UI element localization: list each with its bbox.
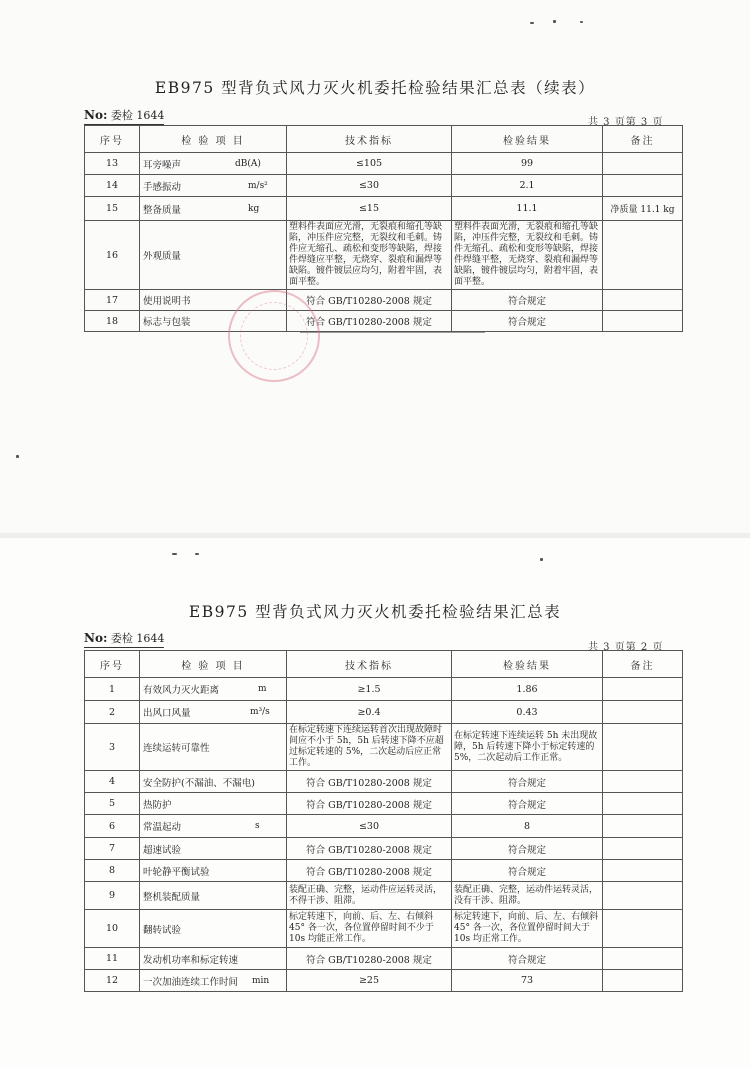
header-result: 检验结果 bbox=[452, 651, 603, 678]
table-row bbox=[85, 970, 683, 992]
row-no: 13 bbox=[85, 153, 140, 175]
row-result: 符合规定 bbox=[452, 838, 603, 860]
row-spec: ≤30 bbox=[287, 815, 452, 838]
page-info: 共 3 页第 2 页 bbox=[588, 642, 664, 653]
item-unit: kg bbox=[248, 203, 260, 214]
row-item bbox=[140, 153, 287, 175]
row-spec: 在标定转速下连续运转首次出现故障时间应不小于 5h，5h 后转速下降不应超过标定转速的 5%，二次起动后应正常工作。 bbox=[287, 724, 452, 771]
table-row bbox=[85, 771, 683, 793]
row-item bbox=[140, 724, 287, 771]
row-note bbox=[603, 701, 683, 724]
header-note: 备注 bbox=[603, 126, 683, 153]
row-no: 12 bbox=[85, 970, 140, 992]
row-no: 16 bbox=[85, 221, 140, 290]
row-note bbox=[603, 175, 683, 197]
row-spec: 标定转速下，向前、后、左、右倾斜 45° 各一次，各位置停留时间不少于 10s 均能正常工作。 bbox=[287, 910, 452, 948]
row-spec: ≤15 bbox=[287, 197, 452, 221]
header-item: 检 验 项 目 bbox=[140, 651, 287, 678]
scan-speck bbox=[540, 558, 543, 561]
row-no: 3 bbox=[85, 724, 140, 771]
row-item bbox=[140, 910, 287, 948]
item-label: 标志与包装 bbox=[143, 317, 191, 328]
row-spec: 符合 GB/T10280-2008 规定 bbox=[287, 838, 452, 860]
row-result: 符合规定 bbox=[452, 948, 603, 970]
row-spec: ≥25 bbox=[287, 970, 452, 992]
end-rule bbox=[300, 332, 485, 333]
header-spec: 技术指标 bbox=[287, 126, 452, 153]
item-label: 使用说明书 bbox=[143, 296, 191, 307]
row-result: 符合规定 bbox=[452, 771, 603, 793]
table-row bbox=[85, 838, 683, 860]
row-item bbox=[140, 970, 287, 992]
item-unit: m/s² bbox=[248, 180, 268, 191]
row-result: 0.43 bbox=[452, 701, 603, 724]
row-spec: 符合 GB/T10280-2008 规定 bbox=[287, 860, 452, 882]
row-note bbox=[603, 678, 683, 701]
item-label: 发动机功率和标定转速 bbox=[143, 954, 239, 966]
row-no: 15 bbox=[85, 197, 140, 221]
row-note bbox=[603, 948, 683, 970]
document-number-label: No: bbox=[84, 631, 108, 645]
row-no: 17 bbox=[85, 290, 140, 311]
row-note bbox=[603, 724, 683, 771]
item-label: 一次加油连续工作时间 bbox=[143, 976, 239, 988]
row-no: 10 bbox=[85, 910, 140, 948]
row-item bbox=[140, 815, 287, 838]
row-item bbox=[140, 948, 287, 970]
item-label: 整备质量 bbox=[143, 204, 182, 216]
header-spec: 技术指标 bbox=[287, 651, 452, 678]
document-number bbox=[84, 630, 164, 648]
table-row bbox=[85, 290, 683, 311]
header-result: 检验结果 bbox=[452, 126, 603, 153]
item-unit: s bbox=[255, 821, 260, 831]
row-no: 5 bbox=[85, 793, 140, 815]
row-item bbox=[140, 860, 287, 882]
row-result: 符合规定 bbox=[452, 290, 603, 311]
item-label: 热防护 bbox=[143, 799, 172, 811]
item-label: 常温起动 bbox=[143, 822, 182, 833]
row-note bbox=[603, 793, 683, 815]
row-item bbox=[140, 175, 287, 197]
header-item: 检 验 项 目 bbox=[140, 126, 287, 153]
row-no: 11 bbox=[85, 948, 140, 970]
row-result: 装配正确、完整，运动件运转灵活，没有干涉、阻滞。 bbox=[452, 882, 603, 910]
results-table bbox=[84, 650, 683, 992]
row-item bbox=[140, 701, 287, 724]
row-result: 塑料件表面光滑，无裂痕和缩孔等缺陷，冲压件完整，无裂纹和毛刺。铸件无缩孔、疏松和变形等缺陷，焊接件焊缝平整，无烧穿、裂痕和漏焊等缺陷，镀件镀层均匀，附着牢固，表面平整。 bbox=[452, 221, 603, 290]
row-spec: ≥0.4 bbox=[287, 701, 452, 724]
table-row bbox=[85, 724, 683, 771]
row-result: 73 bbox=[452, 970, 603, 992]
item-label: 超速试验 bbox=[143, 844, 182, 856]
row-spec: 符合 GB/T10280-2008 规定 bbox=[287, 793, 452, 815]
row-item bbox=[140, 678, 287, 701]
report-page-2 bbox=[0, 538, 750, 1067]
item-unit: m bbox=[258, 684, 267, 694]
row-result: 符合规定 bbox=[452, 860, 603, 882]
row-note bbox=[603, 815, 683, 838]
row-result: 99 bbox=[452, 153, 603, 175]
header-no: 序号 bbox=[85, 651, 140, 678]
scan-speck bbox=[172, 553, 177, 555]
row-result: 2.1 bbox=[452, 175, 603, 197]
row-item bbox=[140, 838, 287, 860]
item-unit: m³/s bbox=[250, 707, 270, 717]
row-no: 14 bbox=[85, 175, 140, 197]
document-number-value: 委检 1644 bbox=[110, 109, 165, 122]
row-note bbox=[603, 771, 683, 793]
header-no: 序号 bbox=[85, 126, 140, 153]
row-spec: ≤105 bbox=[287, 153, 452, 175]
table-row bbox=[85, 910, 683, 948]
item-label: 手感振动 bbox=[143, 181, 182, 193]
table-row bbox=[85, 311, 683, 332]
row-result: 8 bbox=[452, 815, 603, 838]
item-label: 有效风力灭火距离 bbox=[143, 685, 220, 696]
row-spec: 装配正确、完整，运动件应运转灵活，不得干涉、阻滞。 bbox=[287, 882, 452, 910]
item-unit: dB(A) bbox=[235, 158, 261, 169]
results-table bbox=[84, 125, 683, 332]
row-result: 在标定转速下连续运转 5h 未出现故障，5h 后转速下降小于标定转速的 5%，二次起动后工作正常。 bbox=[452, 724, 603, 771]
row-item bbox=[140, 793, 287, 815]
item-label: 翻转试验 bbox=[143, 924, 182, 936]
item-label: 出风口风量 bbox=[143, 708, 191, 719]
row-item bbox=[140, 771, 287, 793]
row-item bbox=[140, 197, 287, 221]
row-no: 2 bbox=[85, 701, 140, 724]
row-no: 1 bbox=[85, 678, 140, 701]
row-note bbox=[603, 970, 683, 992]
page-title: EB975 型背负式风力灭火机委托检验结果汇总表 bbox=[188, 603, 562, 621]
row-spec: 符合 GB/T10280-2008 规定 bbox=[287, 948, 452, 970]
document-number-value: 委检 1644 bbox=[110, 632, 165, 645]
report-page-3 bbox=[0, 0, 750, 533]
item-label: 外观质量 bbox=[143, 251, 182, 262]
table-row bbox=[85, 860, 683, 882]
row-note bbox=[603, 311, 683, 332]
scan-speck bbox=[195, 553, 199, 555]
scan-speck bbox=[16, 455, 19, 458]
page-title: EB975 型背负式风力灭火机委托检验结果汇总表（续表） bbox=[154, 79, 596, 97]
table-row bbox=[85, 197, 683, 221]
item-label: 安全防护(不漏油、不漏电) bbox=[143, 777, 255, 789]
row-result: 1.86 bbox=[452, 678, 603, 701]
row-result: 标定转速下，向前、后、左、右倾斜 45° 各一次，各位置停留时间大于 10s 均正常工作。 bbox=[452, 910, 603, 948]
page-info: 共 3 页第 3 页 bbox=[588, 117, 664, 128]
row-no: 18 bbox=[85, 311, 140, 332]
table-header-row bbox=[85, 651, 683, 678]
scan-speck bbox=[530, 22, 534, 24]
row-no: 4 bbox=[85, 771, 140, 793]
row-note: 净质量 11.1 kg bbox=[603, 197, 683, 221]
item-unit: min bbox=[252, 975, 270, 986]
row-note bbox=[603, 860, 683, 882]
row-note bbox=[603, 221, 683, 290]
row-note bbox=[603, 153, 683, 175]
item-label: 连续运转可靠性 bbox=[143, 743, 210, 754]
table-row bbox=[85, 175, 683, 197]
row-spec: 符合 GB/T10280-2008 规定 bbox=[287, 290, 452, 311]
row-spec: 符合 GB/T10280-2008 规定 bbox=[287, 771, 452, 793]
table-row bbox=[85, 882, 683, 910]
row-no: 7 bbox=[85, 838, 140, 860]
row-no: 6 bbox=[85, 815, 140, 838]
row-spec: ≤30 bbox=[287, 175, 452, 197]
row-note bbox=[603, 838, 683, 860]
row-spec: 符合 GB/T10280-2008 规定 bbox=[287, 311, 452, 332]
table-row bbox=[85, 153, 683, 175]
row-result: 11.1 bbox=[452, 197, 603, 221]
row-spec: ≥1.5 bbox=[287, 678, 452, 701]
table-row bbox=[85, 701, 683, 724]
table-row bbox=[85, 815, 683, 838]
row-note bbox=[603, 910, 683, 948]
scan-speck bbox=[553, 20, 556, 23]
document-number bbox=[84, 107, 164, 125]
row-spec: 塑料件表面应光滑，无裂痕和缩孔等缺陷，冲压件应完整，无裂纹和毛刺。铸件应无缩孔、疏松和变形等缺陷，焊接件焊缝应平整，无烧穿、裂痕和漏焊等缺陷。镀件镀层应均匀，附着牢固，表面平整。 bbox=[287, 221, 452, 290]
header-note: 备注 bbox=[603, 651, 683, 678]
row-note bbox=[603, 290, 683, 311]
item-label: 叶轮静平衡试验 bbox=[143, 866, 210, 878]
item-label: 整机装配质量 bbox=[143, 891, 201, 903]
scan-speck bbox=[580, 21, 583, 23]
row-note bbox=[603, 882, 683, 910]
table-row bbox=[85, 948, 683, 970]
row-result: 符合规定 bbox=[452, 793, 603, 815]
row-item bbox=[140, 882, 287, 910]
document-number-label: No: bbox=[84, 108, 108, 122]
row-no: 9 bbox=[85, 882, 140, 910]
item-label: 耳旁噪声 bbox=[143, 159, 182, 171]
table-row bbox=[85, 221, 683, 290]
table-row bbox=[85, 793, 683, 815]
table-row bbox=[85, 678, 683, 701]
row-item bbox=[140, 221, 287, 290]
table-header-row bbox=[85, 126, 683, 153]
row-no: 8 bbox=[85, 860, 140, 882]
row-result: 符合规定 bbox=[452, 311, 603, 332]
